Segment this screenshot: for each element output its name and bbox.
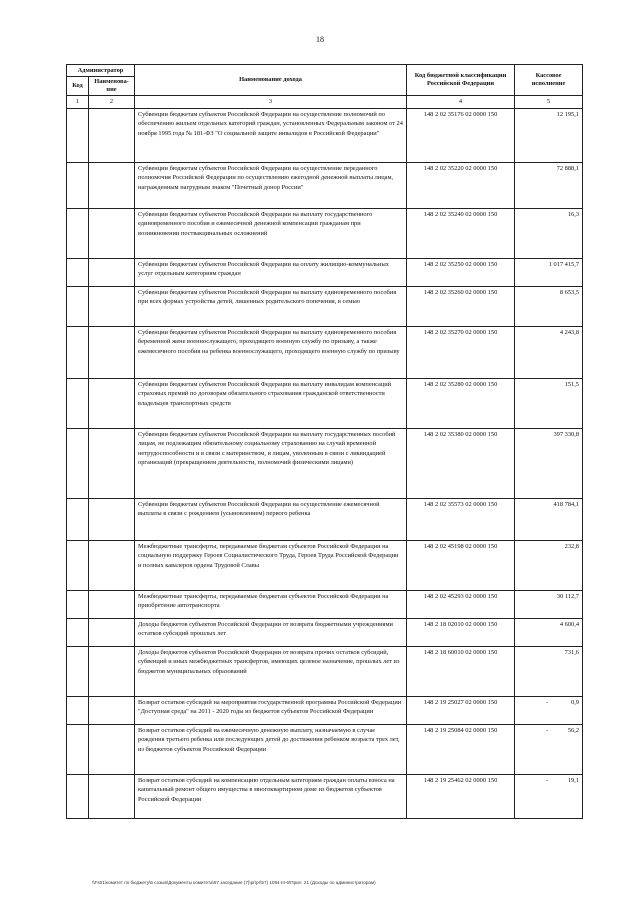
admin-name-cell [89,428,135,498]
table-row [67,724,583,774]
classification-code-cell: 148 2 02 35270 02 0000 150 [407,326,515,378]
name-short-header: Наименова-ние [89,77,135,96]
column-number: 2 [89,96,135,109]
classification-code-cell: 148 2 02 35280 02 0000 150 [407,378,515,428]
admin-name-cell [89,498,135,540]
classification-code-cell: 148 2 02 35176 02 0000 150 [407,108,515,162]
income-name-cell: Доходы бюджетов субъектов Российской Федерации от возврата бюджетными учреждениями остатков субсидий прошлых лет [135,618,407,646]
admin-code-cell [67,590,89,618]
execution-amount-cell [515,646,583,696]
page-number: 18 [316,35,324,44]
execution-amount-cell [515,258,583,286]
admin-name-cell [89,108,135,162]
table-row [67,774,583,818]
admin-code-cell [67,724,89,774]
income-name-cell: Возврат остатков субсидий на мероприятия государственной программы Российской Федерации "Доступная среда" на 2011 - 2020 годы из бюджетов субъектов Российской Федерации [135,696,407,724]
execution-amount-cell [515,208,583,258]
classification-code-cell: 148 2 02 35240 02 0000 150 [407,208,515,258]
income-name-cell: Субвенции бюджетам субъектов Российской Федерации на осуществление переданного полномочия Российской Федерации по осуществлению ежегодной денежной выплаты лицам, награжденным нагрудным знаком "Почетный донор России" [135,162,407,208]
classification-code-cell: 148 2 02 35260 02 0000 150 [407,286,515,326]
income-name-cell: Возврат остатков субсидий на компенсацию отдельным категориям граждан оплаты взноса на капитальный ремонт общего имущества в многоквартирном доме из бюджетов субъектов Российской Федерации [135,774,407,818]
income-name-cell: Межбюджетные трансферты, передаваемые бюджетам субъектов Российской Федерации на приобретение автотранспорта [135,590,407,618]
admin-name-cell [89,618,135,646]
income-name-cell: Межбюджетные трансферты, передаваемые бюджетам субъектов Российской Федерации на социальную поддержку Героев Социалистического Труда, Героев Труда Российской Федерации и полных кавалеров ордена Трудовой Славы [135,540,407,590]
admin-name-cell [89,162,135,208]
classification-code-cell: 148 2 19 25084 02 0000 150 [407,724,515,774]
admin-name-cell [89,540,135,590]
classification-code-cell: 148 2 02 45293 02 0000 150 [407,590,515,618]
income-name-cell: Субвенции бюджетам субъектов Российской Федерации на выплату единовременного пособия беременной жене военнослужащего, проходящего военную службу по призыву, а также ежемесячного пособия на ребенка военнослужащего, проходящего военную службу по призыву [135,326,407,378]
table-row [67,696,583,724]
execution-amount-cell [515,108,583,162]
admin-code-cell [67,618,89,646]
admin-name-cell [89,696,135,724]
amount-value: 12 195,1 [556,110,580,118]
admin-code-cell [67,498,89,540]
admin-name-cell [89,378,135,428]
admin-code-cell [67,774,89,818]
amount-value: 30 112,7 [556,592,580,600]
classification-code-cell: 148 2 02 35220 02 0000 150 [407,162,515,208]
income-name-cell: Доходы бюджетов субъектов Российской Федерации от возврата прочих остатков субсидий, субвенций и иных межбюджетных трансфертов, имеющих целевое назначение, прошлых лет из бюджетов муниципальных образований [135,646,407,696]
classification-code-cell: 148 2 02 35380 02 0000 150 [407,428,515,498]
table-row [67,208,583,258]
income-name-cell: Субвенции бюджетам субъектов Российской Федерации на оплату жилищно-коммунальных услуг отдельным категориям граждан [135,258,407,286]
admin-name-cell [89,286,135,326]
column-number: 5 [515,96,583,109]
admin-code-cell [67,540,89,590]
table-row [67,428,583,498]
admin-code-cell [67,428,89,498]
classification-code-cell: 148 2 02 35573 02 0000 150 [407,498,515,540]
amount-value: 0,9 [571,698,580,706]
table-row [67,590,583,618]
admin-name-cell [89,724,135,774]
execution-amount-cell [515,326,583,378]
amount-value: 151,5 [564,380,580,388]
admin-name-cell [89,646,135,696]
negative-sign: - [546,698,549,706]
income-name-cell: Возврат остатков субсидий на ежемесячную денежную выплату, назначаемую в случае рождения третьего ребенка или последующих детей до достижения ребенком возраста трех лет, из бюджетов субъектов Российской Федерации [135,724,407,774]
table-row [67,646,583,696]
column-number: 1 [67,96,89,109]
classification-code-cell: 148 2 02 45198 02 0000 150 [407,540,515,590]
code-header: Код [67,77,89,96]
admin-code-cell [67,646,89,696]
table-row [67,498,583,540]
classification-code-cell: 148 2 18 60010 02 0000 150 [407,646,515,696]
admin-name-cell [89,774,135,818]
admin-name-cell [89,208,135,258]
admin-name-cell [89,326,135,378]
amount-value: 232,8 [564,542,580,550]
classification-header: Код бюджетной классификации Российской Федерации [407,65,515,96]
table-body [67,108,583,818]
classification-code-cell: 148 2 19 25027 02 0000 150 [407,696,515,724]
execution-amount-cell [515,498,583,540]
execution-amount-cell [515,378,583,428]
negative-sign: - [546,776,549,784]
table-row [67,162,583,208]
execution-amount-cell [515,724,583,774]
execution-amount-cell [515,590,583,618]
amount-value: 8 653,5 [559,288,580,296]
execution-amount-cell [515,162,583,208]
amount-value: 4 243,8 [559,328,580,336]
income-table [66,64,583,819]
amount-value: 16,3 [567,210,580,218]
administrator-header: Администратор [67,65,135,77]
execution-amount-cell [515,540,583,590]
execution-header: Кассовое исполнение [515,65,583,96]
admin-name-cell [89,258,135,286]
admin-code-cell [67,162,89,208]
admin-code-cell [67,208,89,258]
table-row [67,378,583,428]
file-path-footer: \\Fs01\комитет по бюджету\6 созыв\Документы комитета\57 заседание (7)\pr\pr\57) 1094-III-6\Прил. 21 (Доходы по администраторам) [92,880,376,885]
income-name-cell: Субвенции бюджетам субъектов Российской Федерации на выплату единовременного пособия при всех формах устройства детей, лишенных родительского попечения, в семью [135,286,407,326]
table-row [67,258,583,286]
amount-value: 731,6 [564,648,580,656]
table-row [67,618,583,646]
amount-value: 418 784,1 [553,500,580,508]
admin-code-cell [67,258,89,286]
amount-value: 1 017 415,7 [548,260,580,268]
amount-value: 19,1 [567,776,580,784]
income-name-cell: Субвенции бюджетам субъектов Российской Федерации на выплату государственных пособий лицам, не подлежащим обязательному социальному страхованию на случай временной нетрудоспособности и в связи с материнством, и лицам, уволенным в связи с ликвидацией организаций (прекращением деятельности, полномочий физическими лицами) [135,428,407,498]
column-number: 3 [135,96,407,109]
admin-code-cell [67,286,89,326]
classification-code-cell: 148 2 19 25462 02 0000 150 [407,774,515,818]
income-name-cell: Субвенции бюджетам субъектов Российской Федерации на осуществление полномочий по обеспечению жильем отдельных категорий граждан, установленных Федеральным законом от 24 ноября 1995 года № 181-ФЗ "О социальной защите инвалидов в Российской Федерации" [135,108,407,162]
classification-code-cell: 148 2 02 35250 02 0000 150 [407,258,515,286]
admin-code-cell [67,326,89,378]
admin-code-cell [67,378,89,428]
execution-amount-cell [515,618,583,646]
income-name-cell: Субвенции бюджетам субъектов Российской Федерации на осуществление ежемесячной выплаты в связи с рождением (усыновлением) первого ребенка [135,498,407,540]
execution-amount-cell [515,774,583,818]
classification-code-cell: 148 2 18 02010 02 0000 150 [407,618,515,646]
income-name-cell: Субвенции бюджетам субъектов Российской Федерации на выплату инвалидам компенсаций страховых премий по договорам обязательного страхования гражданской ответственности владельцев транспортных средств [135,378,407,428]
column-number: 4 [407,96,515,109]
table-row [67,540,583,590]
amount-value: 72 888,1 [556,164,580,172]
admin-code-cell [67,108,89,162]
table-row [67,326,583,378]
admin-code-cell [67,696,89,724]
amount-value: 397 330,8 [553,430,580,438]
amount-value: 56,2 [567,726,580,734]
income-name-header: Наименование дохода [135,65,407,96]
income-name-cell: Субвенции бюджетам субъектов Российской Федерации на выплату государственного единовременного пособия и ежемесячной денежной компенсации гражданам при возникновении поствакцинальных осложнений [135,208,407,258]
amount-value: 4 600,4 [559,620,580,628]
table-row [67,108,583,162]
execution-amount-cell [515,696,583,724]
negative-sign: - [546,726,549,734]
table-row [67,286,583,326]
execution-amount-cell [515,428,583,498]
column-number-row [67,96,583,109]
admin-name-cell [89,590,135,618]
execution-amount-cell [515,286,583,326]
